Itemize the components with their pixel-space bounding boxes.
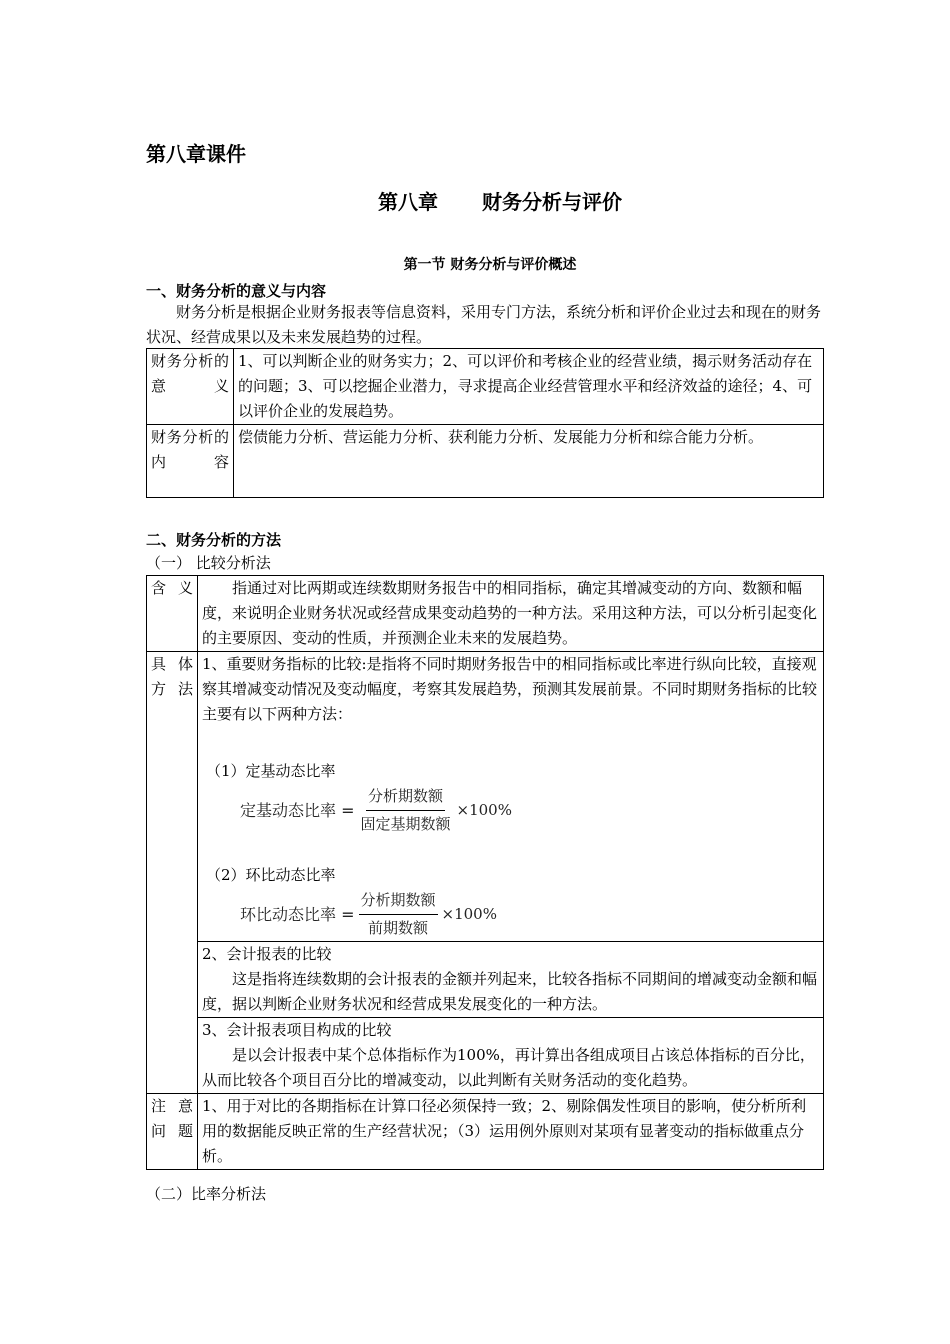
table-row <box>147 349 824 425</box>
table-row <box>147 576 824 652</box>
formula2-denominator: 前期数额 <box>368 919 429 937</box>
table-content-cell: 1、可以判断企业的财务实力；2、可以评价和考核企业的经营业绩，揭示财务活动存在的问题；3、可以挖掘企业潜力，寻求提高企业经营管理水平和经济效益的途径；4、可以评价企业的发展趋势。 <box>234 349 824 425</box>
table-content-cell: 偿债能力分析、营运能力分析、获利能力分析、发展能力分析和综合能力分析。 <box>234 425 824 498</box>
formula2-title: （2）环比动态比率 <box>206 866 336 884</box>
subheading-ratio: （二）比率分析法 <box>146 1185 267 1203</box>
method1-text: 1、重要财务指标的比较:是指将不同时期财务报告中的相同指标或比率进行纵向比较，直接观察其增减变动情况及变动幅度，考察其发展趋势，预测其发展前景。不同时期财务指标的比较主要有以下两种方法： <box>202 655 818 723</box>
chapter-name: 财务分析与评价 <box>482 190 622 214</box>
chapter-number: 第八章 <box>378 190 438 214</box>
formula1: 定基动态比率 = $\frac{\text{分析期数额}}{\text{固定基期数额}}$ ×100% <box>240 784 819 837</box>
notes-cell: 1、用于对比的各期指标在计算口径必须保持一致；2、剔除偶发性项目的影响，使分析所利用的数据能反映正常的生产经营状况；（3）运用例外原则对某项有显著变动的指标做重点分析。 <box>198 1094 824 1170</box>
intro-paragraph: 财务分析是根据企业财务报表等信息资料，采用专门方法，系统分析和评价企业过去和现在的财务状况、经营成果以及未来发展趋势的过程。 <box>146 303 822 346</box>
formula1-numerator: 分析期数额 <box>366 784 445 811</box>
row-label: 具体方法 <box>151 655 193 698</box>
method3-text: 是以会计报表中某个总体指标作为100%，再计算出各组成项目占该总体指标的百分比，从而比较各个项目百分比的增减变动，以此判断有关财务活动的变化趋势。 <box>202 1046 815 1089</box>
method1-cell <box>198 652 824 942</box>
table-row <box>147 1018 824 1094</box>
row-label: 财务分析的意义 <box>151 352 229 395</box>
formula2: 环比动态比率 = $\frac{\text{分析期数额}}{\text{前期数额}}$ ×100% <box>240 888 819 941</box>
formula1-denominator: 固定基期数额 <box>360 815 451 833</box>
table-row <box>147 425 824 498</box>
table-label-cell <box>147 576 198 652</box>
formula1-title: （1）定基动态比率 <box>206 762 336 780</box>
row-label: 财务分析的内容 <box>151 428 229 471</box>
formula2-factor: ×100% <box>441 905 497 923</box>
method2-title: 2、会计报表的比较 <box>202 945 332 963</box>
table-label-cell <box>147 1094 198 1170</box>
meaning-content-table <box>146 348 824 498</box>
formula1-lhs: 定基动态比率 <box>240 801 337 820</box>
document-title: 第八章课件 <box>146 142 246 166</box>
chapter-title <box>0 186 950 215</box>
method3-cell <box>198 1018 824 1094</box>
formula2-numerator: 分析期数额 <box>359 888 438 915</box>
table-label-cell <box>147 652 198 1094</box>
section-title: 第一节 财务分析与评价概述 <box>403 257 577 273</box>
method2-cell <box>198 942 824 1018</box>
row-label: 注意问题 <box>151 1097 193 1140</box>
meaning-cell: 指通过对比两期或连续数期财务报告中的相同指标，确定其增减变动的方向、数额和幅度，来说明企业财务状况或经营成果变动趋势的一种方法。采用这种方法，可以分析引起变化的主要原因、变动的性质，并预测企业未来的发展趋势。 <box>198 576 824 652</box>
table-label-cell <box>147 425 234 498</box>
heading-part1: 一、财务分析的意义与内容 <box>146 282 327 300</box>
table-row <box>147 652 824 942</box>
formula1-fraction <box>359 784 453 837</box>
method2-text: 这是指将连续数期的会计报表的金额并列起来，比较各指标不同期间的增减变动金额和幅度，据以判断企业财务状况和经营成果发展变化的一种方法。 <box>202 970 818 1013</box>
table-row <box>147 1094 824 1170</box>
table-row <box>147 942 824 1018</box>
row-label: 含义 <box>151 579 193 597</box>
comparison-method-table <box>146 575 824 1170</box>
formula2-fraction <box>359 888 438 941</box>
formula2-lhs: 环比动态比率 <box>240 905 337 924</box>
table-label-cell <box>147 349 234 425</box>
subheading-comparison: （一） 比较分析法 <box>146 554 271 572</box>
formula1-factor: ×100% <box>456 801 512 819</box>
heading-part2: 二、财务分析的方法 <box>146 531 282 549</box>
method3-title: 3、会计报表项目构成的比较 <box>202 1021 392 1039</box>
